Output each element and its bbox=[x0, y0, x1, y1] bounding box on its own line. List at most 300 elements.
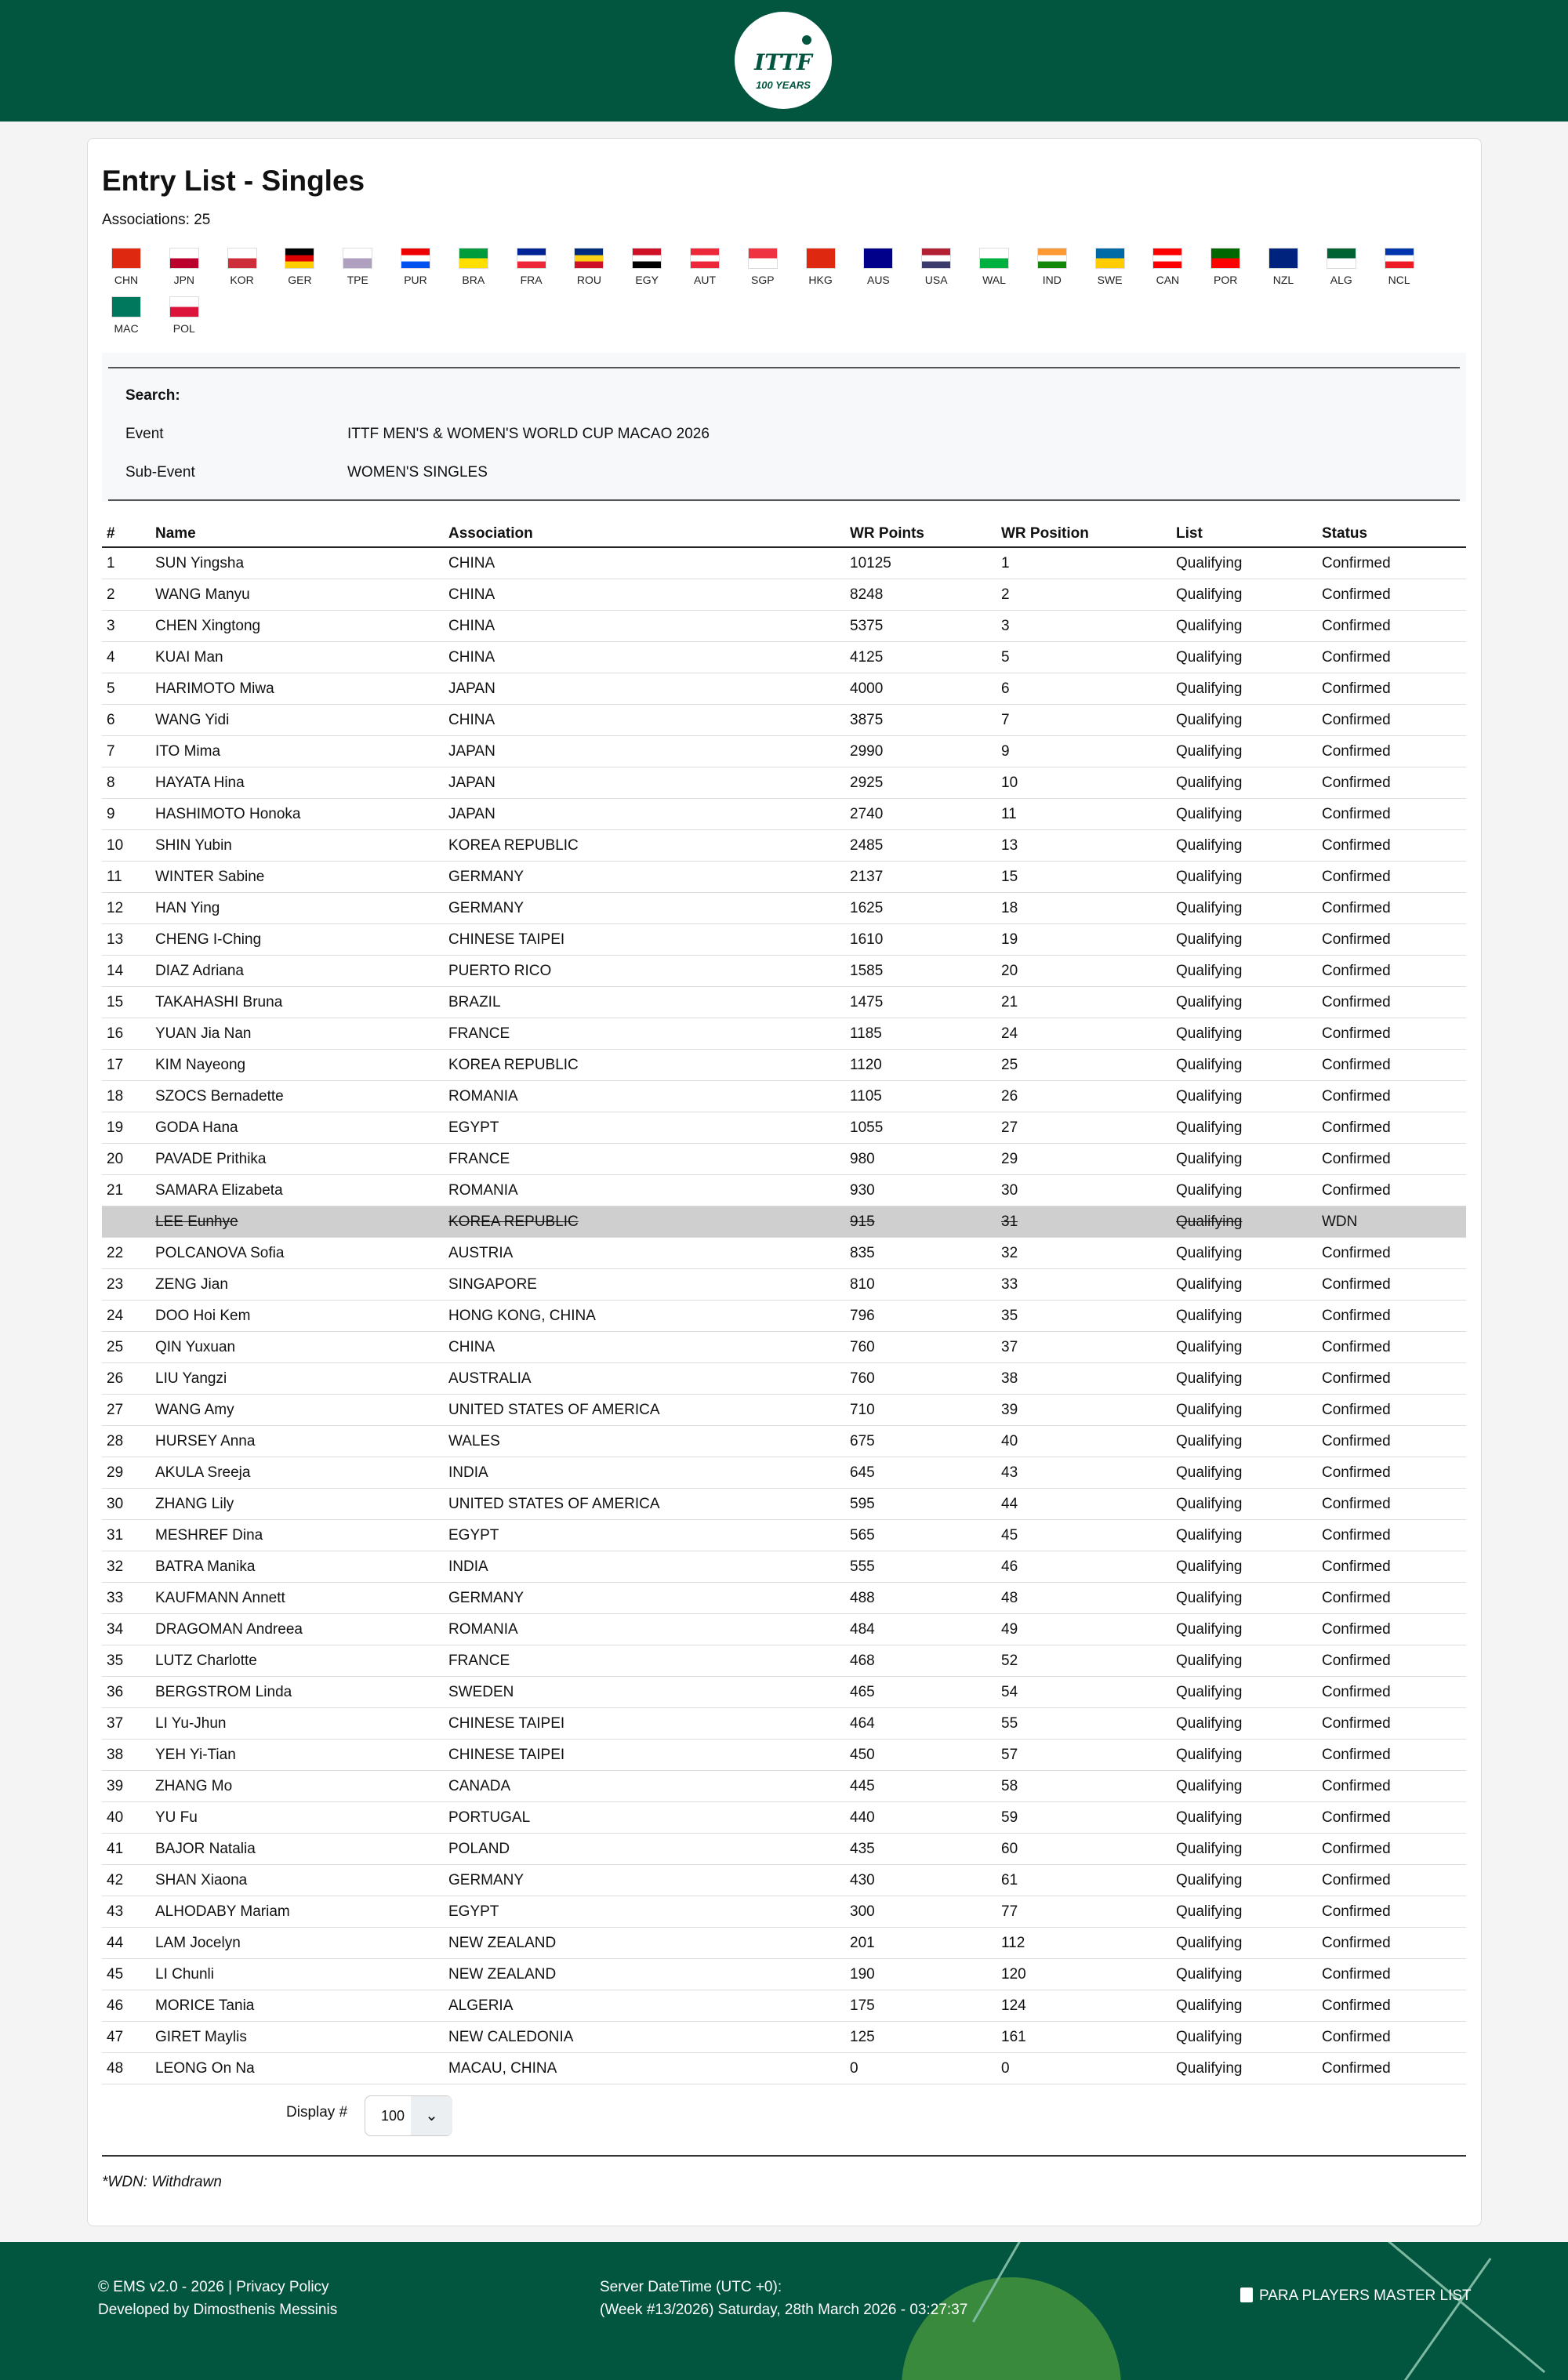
flag-bra[interactable] bbox=[450, 248, 497, 286]
cell-wr-position: 27 bbox=[996, 1112, 1171, 1144]
cell-number: 4 bbox=[102, 642, 151, 673]
cell-list: Qualifying bbox=[1171, 642, 1317, 673]
flag-pur[interactable] bbox=[392, 248, 439, 286]
table-row bbox=[102, 1112, 1466, 1144]
table-row bbox=[102, 1363, 1466, 1395]
associations-count: Associations: 25 bbox=[102, 212, 211, 228]
cell-wr-position: 11 bbox=[996, 799, 1171, 830]
flag-chn[interactable] bbox=[103, 248, 150, 286]
subevent-value: WOMEN'S SINGLES bbox=[347, 464, 488, 481]
cell-number: 12 bbox=[102, 893, 151, 924]
cell-number: 22 bbox=[102, 1238, 151, 1269]
cell-status: Confirmed bbox=[1317, 1144, 1466, 1175]
table-header-row bbox=[102, 521, 1466, 547]
cell-wr-points: 645 bbox=[845, 1457, 996, 1489]
col-wr-points[interactable]: WR Points bbox=[845, 521, 996, 547]
cell-list: Qualifying bbox=[1171, 862, 1317, 893]
display-count-select[interactable] bbox=[365, 2095, 452, 2136]
cell-wr-points: 5375 bbox=[845, 611, 996, 642]
flag-icon bbox=[1037, 248, 1067, 269]
cell-list: Qualifying bbox=[1171, 1551, 1317, 1583]
flag-nzl[interactable] bbox=[1260, 248, 1307, 286]
table-row bbox=[102, 1583, 1466, 1614]
cell-number: 39 bbox=[102, 1771, 151, 1802]
flag-alg[interactable] bbox=[1318, 248, 1365, 286]
cell-wr-position: 46 bbox=[996, 1551, 1171, 1583]
cell-list: Qualifying bbox=[1171, 987, 1317, 1018]
cell-wr-points: 440 bbox=[845, 1802, 996, 1834]
cell-name: ZENG Jian bbox=[151, 1269, 444, 1301]
cell-status: Confirmed bbox=[1317, 705, 1466, 736]
display-count-value: 100 bbox=[381, 2108, 405, 2124]
cell-status: Confirmed bbox=[1317, 1426, 1466, 1457]
cell-status: Confirmed bbox=[1317, 1583, 1466, 1614]
cell-wr-position: 13 bbox=[996, 830, 1171, 862]
flag-ind[interactable] bbox=[1029, 248, 1076, 286]
cell-wr-points: 4125 bbox=[845, 642, 996, 673]
flag-label: AUT bbox=[694, 274, 716, 286]
cell-list: Qualifying bbox=[1171, 924, 1317, 956]
flag-label: HKG bbox=[808, 274, 833, 286]
cell-list: Qualifying bbox=[1171, 705, 1317, 736]
table-row bbox=[102, 642, 1466, 673]
flag-label: ALG bbox=[1330, 274, 1352, 286]
cell-association: KOREA REPUBLIC bbox=[444, 1206, 845, 1238]
cell-wr-position: 33 bbox=[996, 1269, 1171, 1301]
table-row bbox=[102, 1050, 1466, 1081]
flag-jpn[interactable] bbox=[161, 248, 208, 286]
cell-wr-points: 125 bbox=[845, 2022, 996, 2053]
cell-wr-points: 201 bbox=[845, 1928, 996, 1959]
flag-icon bbox=[1095, 248, 1125, 269]
cell-wr-points: 445 bbox=[845, 1771, 996, 1802]
cell-name: SHAN Xiaona bbox=[151, 1865, 444, 1896]
cell-association: CHINA bbox=[444, 642, 845, 673]
flag-icon bbox=[1327, 248, 1356, 269]
table-row bbox=[102, 1426, 1466, 1457]
cell-list: Qualifying bbox=[1171, 2022, 1317, 2053]
flag-aut[interactable] bbox=[681, 248, 728, 286]
flag-egy[interactable] bbox=[623, 248, 670, 286]
cell-association: ROMANIA bbox=[444, 1081, 845, 1112]
cell-association: CHINA bbox=[444, 579, 845, 611]
cell-association: GERMANY bbox=[444, 1583, 845, 1614]
cell-wr-points: 10125 bbox=[845, 547, 996, 579]
cell-association: CHINESE TAIPEI bbox=[444, 1708, 845, 1740]
flag-aus[interactable] bbox=[855, 248, 902, 286]
flag-label: GER bbox=[288, 274, 312, 286]
cell-number: 27 bbox=[102, 1395, 151, 1426]
footer-decoration bbox=[1388, 2242, 1545, 2373]
cell-name: WANG Manyu bbox=[151, 579, 444, 611]
flag-por[interactable] bbox=[1202, 248, 1249, 286]
cell-name: MESHREF Dina bbox=[151, 1520, 444, 1551]
cell-name: YEH Yi-Tian bbox=[151, 1740, 444, 1771]
cell-number: 25 bbox=[102, 1332, 151, 1363]
footer-copyright[interactable]: © EMS v2.0 - 2026 | Privacy Policy bbox=[98, 2279, 329, 2295]
cell-list: Qualifying bbox=[1171, 736, 1317, 767]
cell-name: YU Fu bbox=[151, 1802, 444, 1834]
cell-wr-points: 1105 bbox=[845, 1081, 996, 1112]
cell-wr-points: 190 bbox=[845, 1959, 996, 1990]
cell-number: 38 bbox=[102, 1740, 151, 1771]
cell-number: 26 bbox=[102, 1363, 151, 1395]
flag-icon bbox=[690, 248, 720, 269]
cell-list: Qualifying bbox=[1171, 830, 1317, 862]
cell-number: 28 bbox=[102, 1426, 151, 1457]
cell-association: GERMANY bbox=[444, 862, 845, 893]
cell-association: BRAZIL bbox=[444, 987, 845, 1018]
cell-name: SAMARA Elizabeta bbox=[151, 1175, 444, 1206]
flag-tpe[interactable] bbox=[334, 248, 381, 286]
cell-wr-position: 77 bbox=[996, 1896, 1171, 1928]
cell-wr-position: 59 bbox=[996, 1802, 1171, 1834]
cell-status: Confirmed bbox=[1317, 1112, 1466, 1144]
cell-number: 35 bbox=[102, 1645, 151, 1677]
search-heading: Search: bbox=[125, 387, 180, 404]
cell-name: BERGSTROM Linda bbox=[151, 1677, 444, 1708]
cell-number: 24 bbox=[102, 1301, 151, 1332]
cell-list: Qualifying bbox=[1171, 1301, 1317, 1332]
flag-icon bbox=[111, 248, 141, 269]
cell-number: 29 bbox=[102, 1457, 151, 1489]
flag-label: IND bbox=[1042, 274, 1062, 286]
flag-icon bbox=[459, 248, 488, 269]
cell-status: Confirmed bbox=[1317, 1457, 1466, 1489]
cell-association: NEW ZEALAND bbox=[444, 1928, 845, 1959]
cell-wr-points: 710 bbox=[845, 1395, 996, 1426]
cell-wr-points: 1120 bbox=[845, 1050, 996, 1081]
cell-status: Confirmed bbox=[1317, 1363, 1466, 1395]
cell-association: JAPAN bbox=[444, 736, 845, 767]
cell-list: Qualifying bbox=[1171, 547, 1317, 579]
table-row bbox=[102, 1959, 1466, 1990]
cell-wr-position: 40 bbox=[996, 1426, 1171, 1457]
flag-label: CAN bbox=[1156, 274, 1180, 286]
cell-name: DRAGOMAN Andreea bbox=[151, 1614, 444, 1645]
event-label: Event bbox=[125, 426, 164, 442]
document-icon bbox=[1240, 2287, 1253, 2302]
cell-association: GERMANY bbox=[444, 1865, 845, 1896]
table-row bbox=[102, 673, 1466, 705]
flag-label: AUS bbox=[866, 274, 890, 286]
cell-wr-position: 58 bbox=[996, 1771, 1171, 1802]
cell-name: QIN Yuxuan bbox=[151, 1332, 444, 1363]
cell-wr-position: 45 bbox=[996, 1520, 1171, 1551]
cell-status: Confirmed bbox=[1317, 1834, 1466, 1865]
col-name[interactable]: Name bbox=[151, 521, 444, 547]
table-row bbox=[102, 1175, 1466, 1206]
cell-name: LEE Eunhye bbox=[151, 1206, 444, 1238]
cell-wr-points: 595 bbox=[845, 1489, 996, 1520]
cell-association: WALES bbox=[444, 1426, 845, 1457]
cell-wr-points: 2740 bbox=[845, 799, 996, 830]
cell-list: Qualifying bbox=[1171, 1112, 1317, 1144]
flag-icon bbox=[227, 248, 257, 269]
cell-wr-position: 18 bbox=[996, 893, 1171, 924]
cell-wr-points: 1625 bbox=[845, 893, 996, 924]
cell-wr-position: 26 bbox=[996, 1081, 1171, 1112]
flag-usa[interactable] bbox=[913, 248, 960, 286]
ball-icon bbox=[802, 35, 811, 45]
cell-name: WINTER Sabine bbox=[151, 862, 444, 893]
cell-wr-position: 112 bbox=[996, 1928, 1171, 1959]
cell-wr-position: 2 bbox=[996, 579, 1171, 611]
flag-ncl[interactable] bbox=[1376, 248, 1423, 286]
flag-icon bbox=[285, 248, 314, 269]
chevron-down-icon[interactable]: ⌄ bbox=[411, 2096, 452, 2135]
footer bbox=[0, 2242, 1568, 2380]
cell-wr-position: 15 bbox=[996, 862, 1171, 893]
cell-association: PUERTO RICO bbox=[444, 956, 845, 987]
flag-sgp[interactable] bbox=[739, 248, 786, 286]
col-association[interactable]: Association bbox=[444, 521, 845, 547]
cell-wr-position: 49 bbox=[996, 1614, 1171, 1645]
cell-wr-position: 61 bbox=[996, 1865, 1171, 1896]
cell-name: KUAI Man bbox=[151, 642, 444, 673]
table-row bbox=[102, 1238, 1466, 1269]
flag-label: JPN bbox=[173, 274, 195, 286]
flag-rou[interactable] bbox=[565, 248, 612, 286]
cell-list: Qualifying bbox=[1171, 1959, 1317, 1990]
cell-status: Confirmed bbox=[1317, 2053, 1466, 2084]
cell-association: POLAND bbox=[444, 1834, 845, 1865]
cell-wr-position: 7 bbox=[996, 705, 1171, 736]
flag-icon bbox=[748, 248, 778, 269]
event-value: ITTF MEN'S & WOMEN'S WORLD CUP MACAO 2026 bbox=[347, 426, 710, 442]
col-status[interactable]: Status bbox=[1317, 521, 1466, 547]
cell-name: LEONG On Na bbox=[151, 2053, 444, 2084]
cell-association: AUSTRALIA bbox=[444, 1363, 845, 1395]
flag-icon bbox=[1152, 248, 1182, 269]
cell-association: CANADA bbox=[444, 1771, 845, 1802]
cell-number: 41 bbox=[102, 1834, 151, 1865]
flag-label: TPE bbox=[347, 274, 368, 286]
logo-text: ITTF bbox=[754, 49, 812, 75]
flag-hkg[interactable] bbox=[797, 248, 844, 286]
cell-number bbox=[102, 1206, 151, 1238]
cell-name: HASHIMOTO Honoka bbox=[151, 799, 444, 830]
cell-name: LUTZ Charlotte bbox=[151, 1645, 444, 1677]
table-row bbox=[102, 1802, 1466, 1834]
cell-status: Confirmed bbox=[1317, 1050, 1466, 1081]
cell-number: 36 bbox=[102, 1677, 151, 1708]
cell-name: DIAZ Adriana bbox=[151, 956, 444, 987]
cell-number: 46 bbox=[102, 1990, 151, 2022]
flag-ger[interactable] bbox=[276, 248, 323, 286]
cell-list: Qualifying bbox=[1171, 1426, 1317, 1457]
cell-status: Confirmed bbox=[1317, 1802, 1466, 1834]
cell-wr-points: 2485 bbox=[845, 830, 996, 862]
cell-list: Qualifying bbox=[1171, 1614, 1317, 1645]
cell-number: 40 bbox=[102, 1802, 151, 1834]
flag-label: SGP bbox=[751, 274, 775, 286]
cell-wr-position: 32 bbox=[996, 1238, 1171, 1269]
cell-number: 16 bbox=[102, 1018, 151, 1050]
cell-wr-points: 488 bbox=[845, 1583, 996, 1614]
cell-number: 42 bbox=[102, 1865, 151, 1896]
footer-developer: Developed by Dimosthenis Messinis bbox=[98, 2302, 338, 2318]
flag-label: FRA bbox=[520, 274, 543, 286]
cell-number: 15 bbox=[102, 987, 151, 1018]
cell-wr-points: 915 bbox=[845, 1206, 996, 1238]
cell-association: NEW CALEDONIA bbox=[444, 2022, 845, 2053]
cell-name: ZHANG Mo bbox=[151, 1771, 444, 1802]
cell-list: Qualifying bbox=[1171, 767, 1317, 799]
cell-wr-points: 2137 bbox=[845, 862, 996, 893]
cell-list: Qualifying bbox=[1171, 1802, 1317, 1834]
table-row bbox=[102, 1928, 1466, 1959]
cell-number: 45 bbox=[102, 1959, 151, 1990]
para-players-label: PARA PLAYERS MASTER LIST bbox=[1259, 2287, 1472, 2304]
cell-list: Qualifying bbox=[1171, 1363, 1317, 1395]
cell-number: 32 bbox=[102, 1551, 151, 1583]
cell-wr-position: 55 bbox=[996, 1708, 1171, 1740]
cell-status: Confirmed bbox=[1317, 547, 1466, 579]
col-list[interactable]: List bbox=[1171, 521, 1317, 547]
cell-status: Confirmed bbox=[1317, 1990, 1466, 2022]
cell-wr-points: 810 bbox=[845, 1269, 996, 1301]
cell-number: 17 bbox=[102, 1050, 151, 1081]
cell-status: Confirmed bbox=[1317, 2022, 1466, 2053]
cell-wr-points: 468 bbox=[845, 1645, 996, 1677]
cell-name: ZHANG Lily bbox=[151, 1489, 444, 1520]
cell-list: Qualifying bbox=[1171, 673, 1317, 705]
flag-can[interactable] bbox=[1144, 248, 1191, 286]
flag-wal[interactable] bbox=[971, 248, 1018, 286]
cell-wr-points: 555 bbox=[845, 1551, 996, 1583]
flag-label: SWE bbox=[1097, 274, 1123, 286]
table-row bbox=[102, 1269, 1466, 1301]
cell-name: BATRA Manika bbox=[151, 1551, 444, 1583]
table-row bbox=[102, 2053, 1466, 2084]
table-row bbox=[102, 611, 1466, 642]
cell-association: EGYPT bbox=[444, 1520, 845, 1551]
table-row bbox=[102, 1771, 1466, 1802]
cell-wr-position: 35 bbox=[996, 1301, 1171, 1332]
flag-label: WAL bbox=[982, 274, 1006, 286]
flag-icon bbox=[1210, 248, 1240, 269]
cell-status: Confirmed bbox=[1317, 1551, 1466, 1583]
cell-status: Confirmed bbox=[1317, 1520, 1466, 1551]
table-row bbox=[102, 1301, 1466, 1332]
flag-fra[interactable] bbox=[508, 248, 555, 286]
cell-number: 2 bbox=[102, 579, 151, 611]
search-panel bbox=[102, 353, 1466, 502]
cell-status: Confirmed bbox=[1317, 799, 1466, 830]
cell-wr-position: 30 bbox=[996, 1175, 1171, 1206]
cell-list: Qualifying bbox=[1171, 579, 1317, 611]
cell-association: EGYPT bbox=[444, 1112, 845, 1144]
cell-association: PORTUGAL bbox=[444, 1802, 845, 1834]
cell-wr-points: 1585 bbox=[845, 956, 996, 987]
table-row bbox=[102, 705, 1466, 736]
table-row bbox=[102, 1018, 1466, 1050]
cell-name: ITO Mima bbox=[151, 736, 444, 767]
col-number[interactable]: # bbox=[102, 521, 151, 547]
subevent-label: Sub-Event bbox=[125, 464, 195, 481]
flag-label: EGY bbox=[635, 274, 659, 286]
cell-status: Confirmed bbox=[1317, 1708, 1466, 1740]
cell-list: Qualifying bbox=[1171, 1896, 1317, 1928]
cell-list: Qualifying bbox=[1171, 1520, 1317, 1551]
cell-association: FRANCE bbox=[444, 1018, 845, 1050]
flag-kor[interactable] bbox=[219, 248, 266, 286]
flag-swe[interactable] bbox=[1087, 248, 1134, 286]
table-row bbox=[102, 1144, 1466, 1175]
cell-wr-points: 4000 bbox=[845, 673, 996, 705]
cell-wr-points: 175 bbox=[845, 1990, 996, 2022]
cell-number: 9 bbox=[102, 799, 151, 830]
flag-icon bbox=[1385, 248, 1414, 269]
table-row bbox=[102, 987, 1466, 1018]
cell-name: HAYATA Hina bbox=[151, 767, 444, 799]
table-row bbox=[102, 1457, 1466, 1489]
cell-number: 3 bbox=[102, 611, 151, 642]
table-row bbox=[102, 1520, 1466, 1551]
cell-number: 44 bbox=[102, 1928, 151, 1959]
cell-status: Confirmed bbox=[1317, 767, 1466, 799]
cell-list: Qualifying bbox=[1171, 1583, 1317, 1614]
cell-number: 13 bbox=[102, 924, 151, 956]
cell-wr-position: 19 bbox=[996, 924, 1171, 956]
cell-name: HARIMOTO Miwa bbox=[151, 673, 444, 705]
col-wr-position[interactable]: WR Position bbox=[996, 521, 1171, 547]
cell-wr-position: 1 bbox=[996, 547, 1171, 579]
cell-wr-points: 300 bbox=[845, 1896, 996, 1928]
display-label: Display # bbox=[286, 2104, 348, 2121]
flag-label: MAC bbox=[114, 322, 139, 335]
cell-status: Confirmed bbox=[1317, 1081, 1466, 1112]
flag-icon bbox=[401, 248, 430, 269]
cell-status: Confirmed bbox=[1317, 1018, 1466, 1050]
table-row bbox=[102, 1708, 1466, 1740]
cell-status: Confirmed bbox=[1317, 1865, 1466, 1896]
flag-mac[interactable] bbox=[103, 296, 150, 335]
flag-label: BRA bbox=[462, 274, 485, 286]
cell-association: FRANCE bbox=[444, 1645, 845, 1677]
cell-wr-position: 60 bbox=[996, 1834, 1171, 1865]
server-datetime-label: Server DateTime (UTC +0): bbox=[600, 2279, 782, 2295]
cell-wr-position: 3 bbox=[996, 611, 1171, 642]
cell-wr-position: 52 bbox=[996, 1645, 1171, 1677]
cell-wr-position: 44 bbox=[996, 1489, 1171, 1520]
logo-subtext: 100 YEARS bbox=[756, 79, 811, 91]
flag-label: POL bbox=[172, 322, 195, 335]
flag-icon bbox=[169, 296, 199, 317]
cell-name: CHEN Xingtong bbox=[151, 611, 444, 642]
cell-wr-points: 3875 bbox=[845, 705, 996, 736]
flag-label: CHN bbox=[114, 274, 139, 286]
cell-association: INDIA bbox=[444, 1457, 845, 1489]
table-row bbox=[102, 579, 1466, 611]
flag-icon bbox=[111, 296, 141, 317]
cell-list: Qualifying bbox=[1171, 1238, 1317, 1269]
para-players-link[interactable] bbox=[1240, 2287, 1472, 2305]
cell-number: 48 bbox=[102, 2053, 151, 2084]
cell-wr-points: 980 bbox=[845, 1144, 996, 1175]
table-row bbox=[102, 2022, 1466, 2053]
ittf-logo[interactable] bbox=[735, 12, 832, 109]
cell-number: 31 bbox=[102, 1520, 151, 1551]
table-row bbox=[102, 1645, 1466, 1677]
cell-list: Qualifying bbox=[1171, 1645, 1317, 1677]
cell-association: JAPAN bbox=[444, 767, 845, 799]
cell-status: Confirmed bbox=[1317, 736, 1466, 767]
flag-pol[interactable] bbox=[161, 296, 208, 335]
cell-name: HAN Ying bbox=[151, 893, 444, 924]
cell-list: Qualifying bbox=[1171, 611, 1317, 642]
